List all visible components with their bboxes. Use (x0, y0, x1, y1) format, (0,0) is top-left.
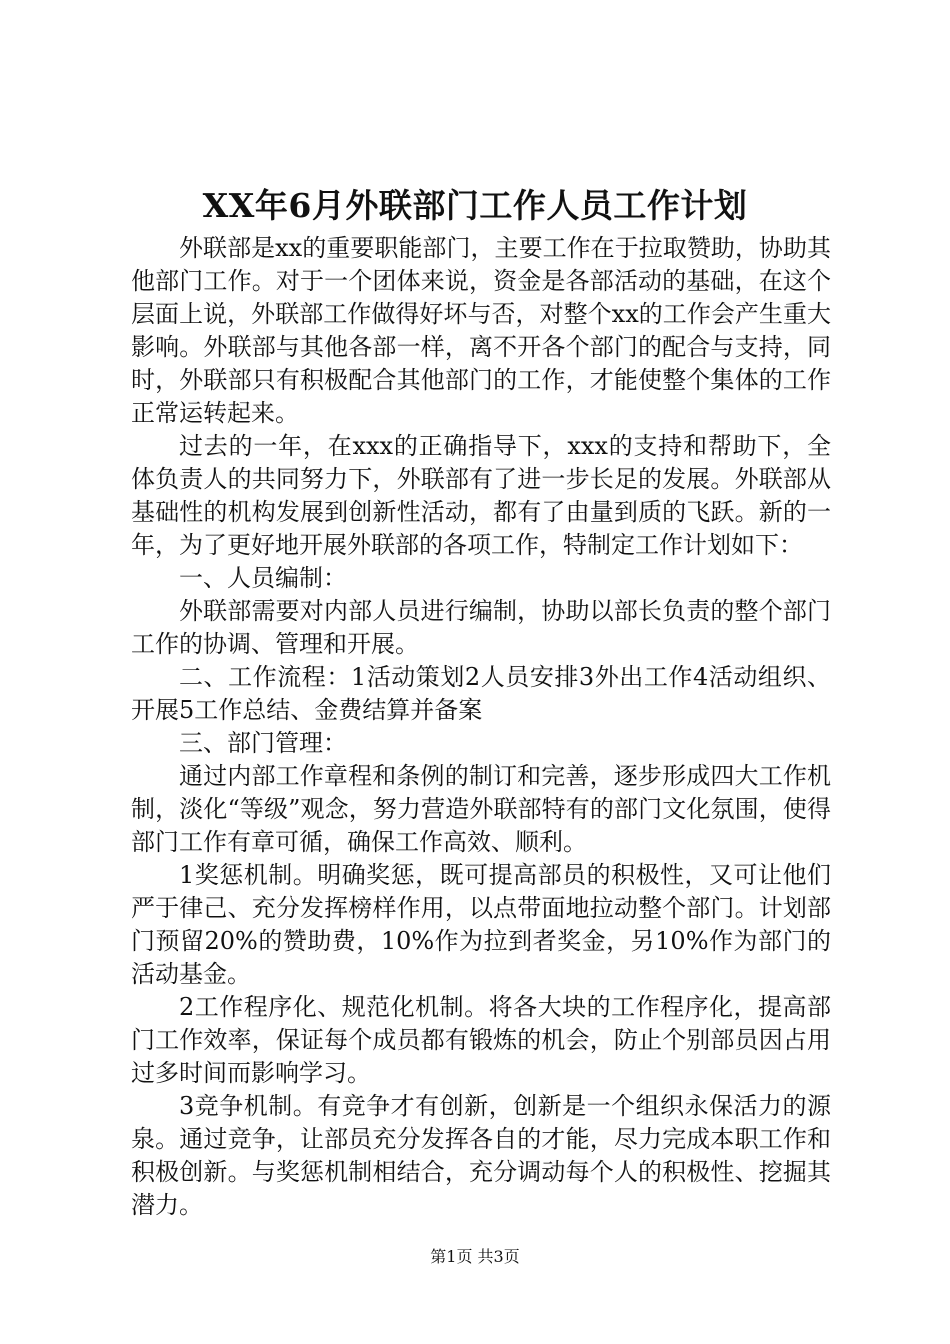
paragraph-review: 过去的一年，在xxx的正确指导下，xxx的支持和帮助下，全体负责人的共同努力下，外联部有了进一步长足的发展。外联部从基础性的机构发展到创新性活动，都有了由量到质的飞跃。新的一年，为了更好地开展外联部的各项工作，特制定工作计划如下： (131, 432, 831, 559)
paragraph-staffing: 外联部需要对内部人员进行编制，协助以部长负责的整个部门工作的协调、管理和开展。 (131, 597, 831, 658)
paragraph-process-mechanism: 2工作程序化、规范化机制。将各大块的工作程序化，提高部门工作效率，保证每个成员都有锻炼的机会，防止个别部员因占用过多时间而影响学习。 (131, 993, 831, 1087)
document-title: XX年6月外联部门工作人员工作计划 (202, 186, 748, 225)
heading-staffing: 一、人员编制： (179, 564, 347, 592)
paragraph-management: 通过内部工作章程和条例的制订和完善，逐步形成四大工作机制，淡化“等级”观念，努力营造外联部特有的部门文化氛围，使得部门工作有章可循，确保工作高效、顺利。 (131, 762, 831, 856)
page-indicator: 第1页 共3页 (430, 1247, 520, 1266)
paragraph-competition-mechanism: 3竞争机制。有竞争才有创新，创新是一个组织永保活力的源泉。通过竞争，让部员充分发挥各自的才能，尽力完成本职工作和积极创新。与奖惩机制相结合，充分调动每个人的积极性、挖掘其潜力。 (131, 1092, 831, 1219)
document-body (131, 232, 831, 1222)
paragraph-workflow: 二、工作流程：1活动策划2人员安排3外出工作4活动组织、开展5工作总结、金费结算并备案 (131, 663, 831, 724)
paragraph-intro: 外联部是xx的重要职能部门，主要工作在于拉取赞助，协助其他部门工作。对于一个团体来说，资金是各部活动的基础，在这个层面上说，外联部工作做得好坏与否，对整个xx的工作会产生重大影响。外联部与其他各部一样，离不开各个部门的配合与支持，同时，外联部只有积极配合其他部门的工作，才能使整个集体的工作正常运转起来。 (131, 234, 831, 427)
heading-management: 三、部门管理： (179, 729, 347, 757)
paragraph-reward-mechanism: 1奖惩机制。明确奖惩，既可提高部员的积极性，又可让他们严于律己、充分发挥榜样作用，以点带面地拉动整个部门。计划部门预留20%的赞助费，10%作为拉到者奖金，另10%作为部门的活动基金。 (131, 861, 831, 988)
